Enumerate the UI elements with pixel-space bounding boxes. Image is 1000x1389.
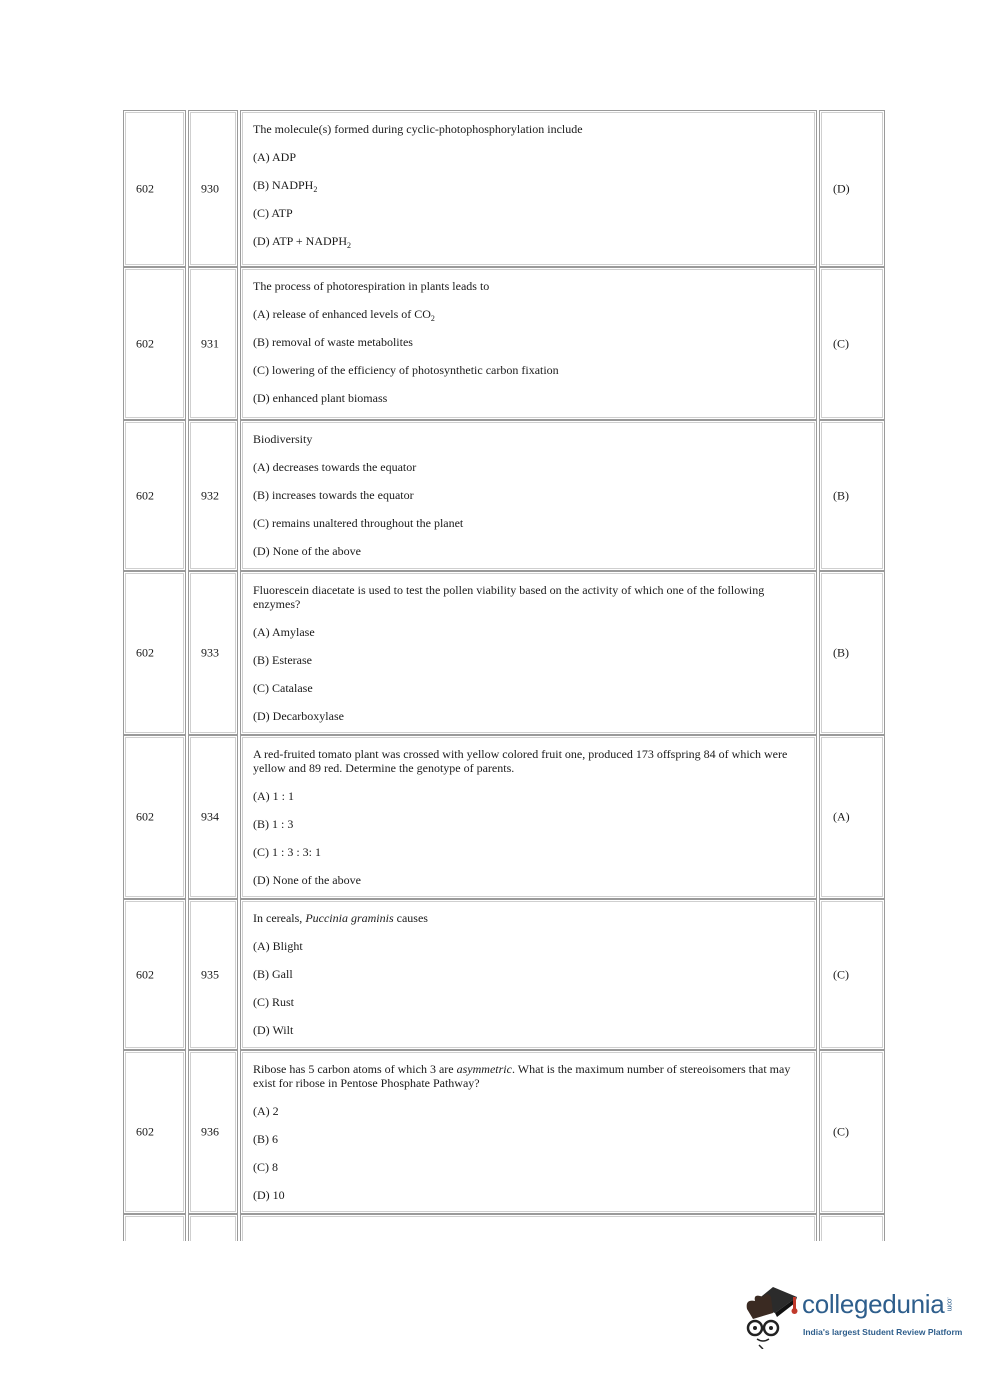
option-b: (B) 6 [253, 1132, 278, 1146]
option-a: (A) Blight [253, 939, 303, 953]
question-text: In cereals, Puccinia graminis causes [253, 911, 428, 925]
collegedunia-logo [741, 1283, 971, 1353]
empty-cell [188, 1214, 238, 1241]
answer-cell [819, 420, 885, 571]
question-row-932 [123, 420, 885, 571]
question-number: 934 [201, 809, 219, 824]
question-text: The process of photorespiration in plants leads to [253, 279, 490, 293]
answer-cell [819, 267, 885, 420]
mascot-icon [741, 1283, 803, 1349]
option-a: (A) release of enhanced levels of $CO_2$ [253, 307, 435, 323]
subject-code-cell [123, 420, 186, 571]
question-cell [240, 267, 817, 420]
subject-code: 602 [136, 967, 154, 981]
answer-cell [819, 571, 885, 735]
option-c: (C) Rust [253, 995, 295, 1009]
question-text: Biodiversity [253, 432, 313, 446]
option-d: (D) Wilt [253, 1023, 294, 1037]
option-a: (A) 1 : 1 [253, 789, 294, 803]
subject-code-cell [123, 267, 186, 420]
option-a: (A) ADP [253, 150, 297, 164]
option-b: (B) removal of waste metabolites [253, 335, 413, 349]
subject-code-cell [123, 735, 186, 899]
option-b: (B) 1 : 3 [253, 817, 294, 831]
question-cell [240, 110, 817, 267]
option-c: (C) 8 [253, 1160, 278, 1174]
question-number-cell [188, 1050, 238, 1214]
truncated-row [123, 1214, 885, 1241]
subject-code-cell [123, 1050, 186, 1214]
subject-code-cell [123, 571, 186, 735]
option-c: (C) Catalase [253, 681, 313, 695]
subject-code: 602 [136, 809, 154, 824]
option-d: (D) 10 [253, 1188, 285, 1202]
option-b: (B) increases towards the equator [253, 488, 414, 502]
answer-cell [819, 735, 885, 899]
question-number: 931 [201, 336, 219, 350]
answer-key: (C) [833, 967, 849, 981]
option-c: (C) lowering of the efficiency of photosynthetic carbon fixation [253, 363, 559, 377]
option-a: (A) decreases towards the equator [253, 460, 417, 474]
question-row-930 [123, 110, 885, 267]
option-d: (D) ATP + $NADPH_2$ [253, 234, 351, 250]
answer-key: (D) [833, 181, 850, 195]
question-number: 935 [201, 967, 219, 981]
empty-cell [123, 1214, 186, 1241]
question-row-931 [123, 267, 885, 420]
brand-tagline: India's largest Student Review Platform [803, 1327, 963, 1337]
option-b: (B) Gall [253, 967, 293, 981]
option-d: (D) enhanced plant biomass [253, 391, 388, 405]
question-number: 933 [201, 645, 219, 660]
question-row-935 [123, 899, 885, 1050]
option-c: (C) 1 : 3 : 3: 1 [253, 845, 321, 859]
question-cell [240, 571, 817, 735]
question-number: 936 [201, 1124, 219, 1139]
subject-code: 602 [136, 645, 154, 660]
option-b: (B) Esterase [253, 653, 312, 667]
question-row-934 [123, 735, 885, 899]
subject-code: 602 [136, 181, 154, 195]
empty-cell [819, 1214, 885, 1241]
answer-cell [819, 899, 885, 1050]
question-number-cell [188, 420, 238, 571]
question-text: Fluorescein diacetate is used to test the pollen viability based on the activity of which one of the following enzymes? [253, 583, 765, 611]
answer-key: (B) [833, 488, 849, 502]
answer-cell [819, 110, 885, 267]
question-number-cell [188, 267, 238, 420]
question-number-cell [188, 899, 238, 1050]
question-row-933 [123, 571, 885, 735]
option-c: (C) remains unaltered throughout the planet [253, 516, 464, 530]
question-text: A red-fruited tomato plant was crossed with yellow colored fruit one, produced 173 offspring 84 of which were yellow and 89 red. Determine the genotype of parents. [253, 747, 788, 775]
question-cell [240, 735, 817, 899]
option-d: (D) None of the above [253, 873, 361, 887]
question-text: Ribose has 5 carbon atoms of which 3 are asymmetric. What is the maximum number of stereoisomers that may exist for ribose in Pentose Phosphate Pathway? [253, 1062, 791, 1090]
question-number-cell [188, 735, 238, 899]
answer-cell [819, 1050, 885, 1214]
answer-key: (C) [833, 336, 849, 350]
question-number-cell [188, 110, 238, 267]
question-number: 930 [201, 181, 219, 195]
question-text: The molecule(s) formed during cyclic-photophosphorylation include [253, 122, 583, 136]
answer-key: (B) [833, 645, 849, 660]
option-a: (A) Amylase [253, 625, 315, 639]
question-number: 932 [201, 488, 219, 502]
answer-key: (A) [833, 809, 850, 824]
question-number-cell [188, 571, 238, 735]
option-c: (C) ATP [253, 206, 293, 220]
question-cell [240, 420, 817, 571]
subject-code: 602 [136, 488, 154, 502]
subject-code: 602 [136, 1124, 154, 1139]
question-row-936 [123, 1050, 885, 1214]
option-a: (A) 2 [253, 1104, 279, 1118]
subject-code-cell [123, 110, 186, 267]
brand-name: collegedunia .com [802, 1289, 953, 1319]
option-d: (D) None of the above [253, 544, 361, 558]
option-b: (B) $NADPH_2$ [253, 178, 318, 194]
option-d: (D) Decarboxylase [253, 709, 344, 723]
subject-code: 602 [136, 336, 154, 350]
question-cell [240, 1050, 817, 1214]
answer-key: (C) [833, 1124, 849, 1139]
subject-code-cell [123, 899, 186, 1050]
empty-cell [240, 1214, 817, 1241]
question-cell [240, 899, 817, 1050]
